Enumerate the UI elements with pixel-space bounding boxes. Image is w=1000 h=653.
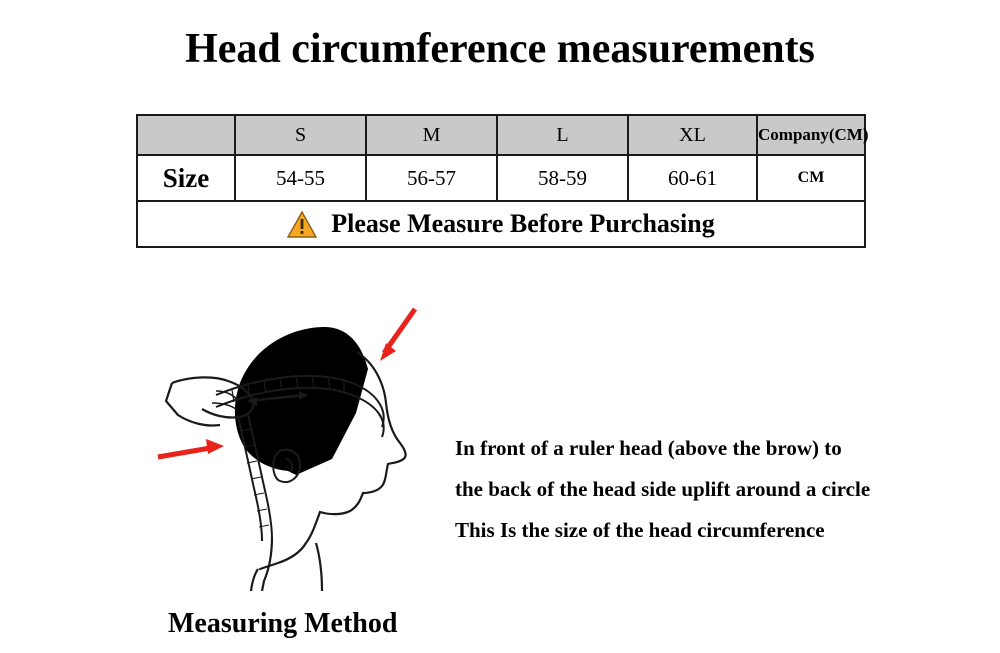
size-table [136, 114, 869, 248]
instruction-line-2: the back of the head side uplift around a circle [455, 477, 871, 501]
illustration-caption: Measuring Method [168, 608, 398, 639]
instruction-line-3: This Is the size of the head circumference [455, 518, 825, 542]
table-header-company: Company(CM) [757, 115, 865, 155]
size-table-container [136, 114, 869, 248]
size-chart-page [0, 26, 1000, 653]
table-header-row [137, 115, 865, 155]
measuring-method-illustration [120, 291, 480, 591]
warning-triangle-icon [287, 211, 317, 238]
table-cell-xl-value: 60-61 [628, 155, 757, 201]
table-cell-unit: CM [757, 155, 865, 201]
table-header-m: M [366, 115, 497, 155]
table-header-s: S [235, 115, 366, 155]
arrow-indicator-left [158, 439, 224, 457]
table-header-corner [137, 115, 235, 155]
table-header-xl: XL [628, 115, 757, 155]
table-row [137, 155, 865, 201]
table-note-cell [137, 201, 865, 247]
table-row-label-size: Size [137, 155, 235, 201]
table-cell-m-value: 56-57 [366, 155, 497, 201]
arrow-indicator-top [380, 309, 415, 361]
table-header-l: L [497, 115, 628, 155]
instructions-block [455, 428, 1000, 551]
table-cell-s-value: 54-55 [235, 155, 366, 201]
table-note-text: Please Measure Before Purchasing [331, 209, 715, 238]
page-title: Head circumference measurements [185, 26, 815, 72]
instruction-line-1: In front of a ruler head (above the brow) to [455, 436, 842, 460]
table-note-row [137, 201, 865, 247]
table-cell-l-value: 58-59 [497, 155, 628, 201]
